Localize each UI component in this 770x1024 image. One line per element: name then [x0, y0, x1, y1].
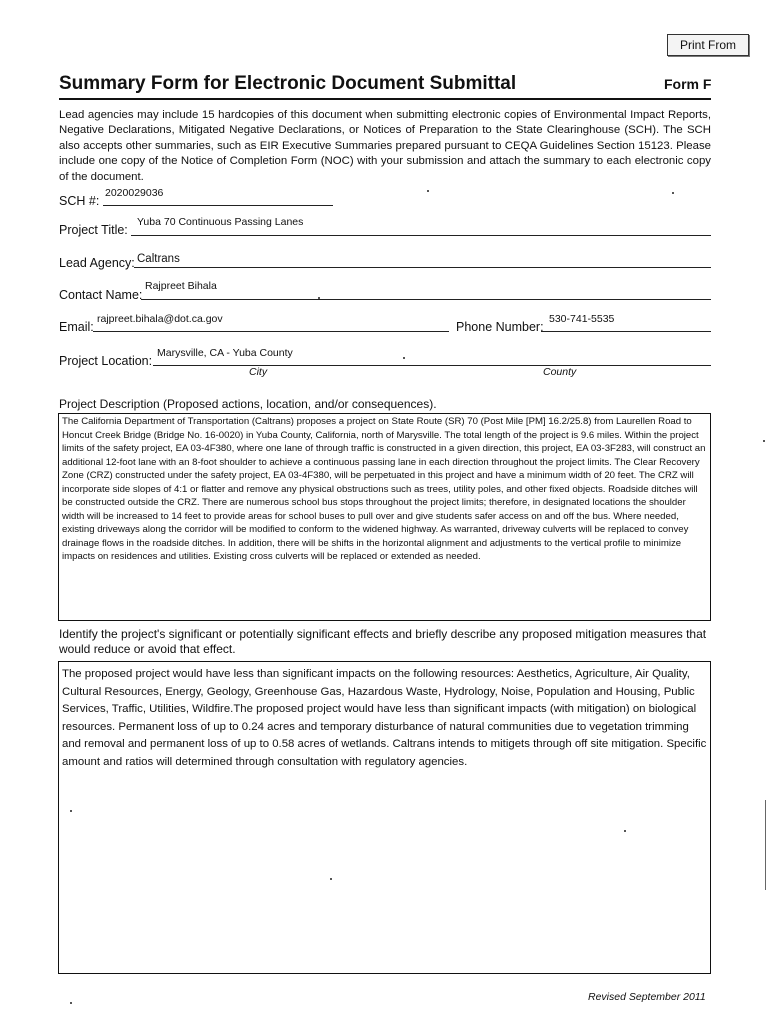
- intro-paragraph: Lead agencies may include 15 hardcopies of this document when submitting electronic copies of Environmental Impact Reports, Negative Declarations, Mitigated Negative Declarations, or Notices of Preparation to the State Clearinghouse (SCH). The SCH also accepts other summaries, such as EIR Executive Summaries prepared pursuant to CEQA Guidelines Section 15123. Please include one copy of the Notice of Completion Form (NOC) with your submission and attach the summary to each electronic copy of the document.: [59, 109, 711, 183]
- scan-speck: [70, 810, 72, 812]
- project-title-input[interactable]: Yuba 70 Continuous Passing Lanes: [137, 216, 304, 228]
- form-id: Form F: [664, 76, 712, 92]
- scan-speck: [672, 192, 674, 194]
- lead-agency-underline: [134, 267, 711, 268]
- effects-text: The proposed project would have less than significant impacts on the following resources: Aesthetics, Agriculture, Air Quality, Cultural Resources, Energy, Geology, Greenhouse Gas, Hazardous Waste, Hydrology, Noise, Population and Housing, Public Services, Traffic, Utilities, Wildfire.The proposed project would have less than significant impacts (with mitigation) on biological resources. Permanent loss of up to 0.24 acres and temporary disturbance of natural communities due to vegetation trimming and removal and permanent loss of up to 0.58 acres of wetlands. Caltrans intends to mitigets through off site mitigation. Specific amount and ratios will determined through consultation with regulatory agencies.: [62, 668, 707, 768]
- project-title-label: Project Title:: [59, 223, 128, 237]
- effects-prompt: Identify the project's significant or potentially significant effects and briefly describe any proposed mitigation measures that would reduce or avoid that effect.: [59, 627, 707, 656]
- email-underline: [93, 331, 449, 332]
- scan-speck: [624, 830, 626, 832]
- scan-speck: [70, 1002, 72, 1004]
- project-location-input[interactable]: Marysville, CA - Yuba County: [157, 347, 293, 359]
- revised-date: Revised September 2011: [588, 991, 706, 1003]
- lead-agency-input[interactable]: Caltrans: [137, 253, 180, 265]
- scan-speck: [318, 297, 320, 299]
- project-location-label: Project Location:: [59, 354, 153, 368]
- email-input[interactable]: rajpreet.bihala@dot.ca.gov: [97, 313, 223, 325]
- scan-speck: [403, 357, 405, 359]
- county-caption: County: [543, 366, 577, 378]
- scan-speck: [763, 440, 765, 442]
- project-description-label: Project Description (Proposed actions, location, and/or consequences).: [59, 397, 437, 411]
- scan-speck: [427, 190, 429, 192]
- title-divider: [59, 98, 711, 100]
- project-title-underline: [131, 235, 711, 236]
- lead-agency-label: Lead Agency:: [59, 256, 135, 270]
- contact-name-underline: [141, 299, 711, 300]
- sch-label: SCH #:: [59, 194, 100, 208]
- email-label: Email:: [59, 320, 94, 334]
- scan-edge-mark: [765, 800, 766, 890]
- phone-input[interactable]: 530-741-5535: [549, 313, 615, 325]
- phone-label: Phone Number:: [456, 320, 544, 334]
- project-description-box[interactable]: [58, 413, 711, 621]
- print-form-button[interactable]: Print From: [667, 34, 749, 56]
- city-caption: City: [249, 366, 268, 378]
- sch-input[interactable]: 2020029036: [105, 187, 164, 199]
- project-description-text: The California Department of Transportation (Caltrans) proposes a project on State Route (SR) 70 (Post Mile [PM] 16.2/25.8) from Laurellen Road to Honcut Creek Bridge (Bridge No. 16-0020) in Yuba County, California, north of Marysville. The total length of the project is 9.6 miles. Within the project limits of the safety project, EA 03-4F380, where one lane of through traffic is constructed in a given direction, this project, EA 03-3F283, will construct an additional 12-foot lane with an 8-foot shoulder to achieve a continuous passing lane in each direction throughout the project limits. The Clear Recovery Zone (CRZ) constructed under the safety project, EA 03-4F380, will be perpetuated in this project and have a minimum width of 20 feet. The CRZ will incorporate side slopes of 4:1 or flatter and remove any physical obstructions such as trees, utility poles, and other fixed objects. Roadside ditches will be constructed outside the CRZ. There are numerous school bus stops throughout the project limits; therefore, in designated locations the shoulder width will be increased to 14 feet to provide areas for school buses to pull over and give students safer access on and off the bus. Where needed, existing driveways along the corridor will be modified to conform to the widened highway. As warranted, driveway culverts will be replaced to convey drainage flows in the roadside ditches. In addition, there will be shifts in the horizontal alignment and adjustments to the vertical profile to minimize impacts on residences and utilities. Existing cross culverts will be replaced or extended as needed.: [62, 416, 706, 562]
- form-title: Summary Form for Electronic Document Submittal: [59, 73, 517, 94]
- contact-name-input[interactable]: Rajpreet Bihala: [145, 280, 217, 292]
- effects-box[interactable]: [58, 661, 711, 974]
- scan-speck: [330, 878, 332, 880]
- phone-underline: [541, 331, 711, 332]
- sch-underline: [103, 205, 333, 206]
- contact-name-label: Contact Name:: [59, 288, 143, 302]
- project-location-underline: [153, 365, 711, 366]
